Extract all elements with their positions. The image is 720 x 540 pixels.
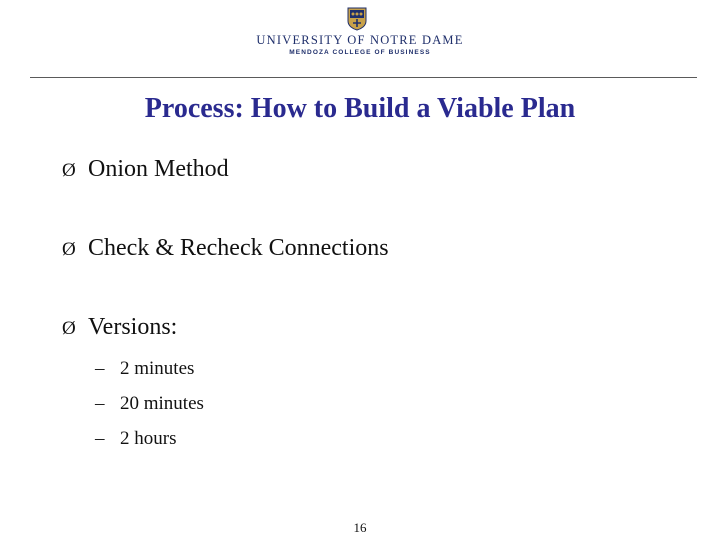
- arrow-bullet-icon: Ø: [62, 160, 76, 181]
- page-number: 16: [353, 520, 367, 535]
- slide-header: [0, 0, 720, 78]
- university-name: UNIVERSITY OF NOTRE DAME: [256, 33, 464, 47]
- dash-bullet-icon: –: [95, 393, 105, 414]
- sub-bullet-text: 2 minutes: [120, 358, 195, 379]
- sub-bullet-text: 2 hours: [120, 428, 177, 449]
- sub-bullet-2-minutes: [95, 358, 194, 380]
- slide-title: Process: How to Build a Viable Plan: [144, 93, 576, 124]
- bullet-check-recheck: [62, 235, 389, 262]
- arrow-bullet-icon: Ø: [62, 318, 76, 339]
- bullet-text: Onion Method: [88, 156, 229, 182]
- dash-bullet-icon: –: [95, 428, 105, 449]
- header-divider: [30, 77, 697, 78]
- sub-bullet-20-minutes: [95, 393, 204, 415]
- bullet-onion-method: [62, 156, 229, 183]
- sub-bullet-text: 20 minutes: [120, 393, 204, 414]
- college-name: MENDOZA COLLEGE OF BUSINESS: [289, 49, 431, 56]
- bullet-versions: [62, 314, 177, 341]
- sub-bullet-2-hours: [95, 428, 176, 450]
- arrow-bullet-icon: Ø: [62, 239, 76, 260]
- university-seal-icon: [347, 7, 367, 31]
- bullet-text: Check & Recheck Connections: [88, 235, 389, 261]
- dash-bullet-icon: –: [95, 358, 105, 379]
- bullet-text: Versions:: [88, 314, 178, 340]
